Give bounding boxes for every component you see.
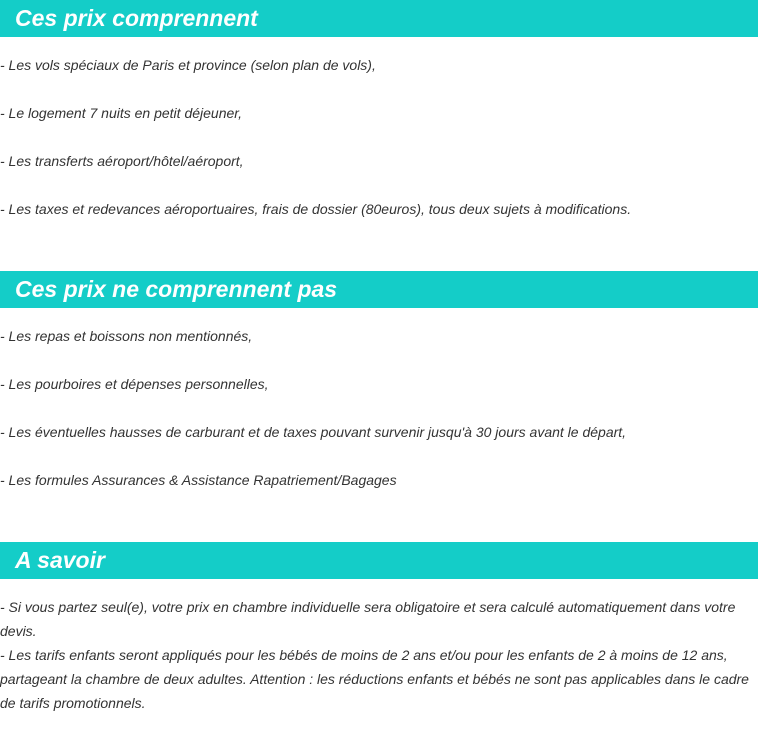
section-title-good-to-know: A savoir (15, 547, 105, 573)
list-item: - Les taxes et redevances aéroportuaires, frais de dossier (80euros), tous deux sujets à modifications. (0, 201, 632, 217)
list-item: - Les repas et boissons non mentionnés, (0, 328, 253, 344)
section-header-good-to-know (0, 542, 758, 579)
list-item: - Les vols spéciaux de Paris et province (selon plan de vols), (0, 57, 376, 73)
list-item: - Les éventuelles hausses de carburant et de taxes pouvant survenir jusqu'à 30 jours avant le départ, (0, 424, 627, 440)
list-item: - Le logement 7 nuits en petit déjeuner, (0, 105, 243, 121)
section-header-not-included (0, 271, 758, 308)
list-item: - Les pourboires et dépenses personnelles, (0, 376, 269, 392)
info-paragraph-children: - Les tarifs enfants seront appliqués pour les bébés de moins de 2 ans et/ou pour les enfants de 2 à moins de 12 ans, partageant la chambre de deux adultes. Attention : les réductions enfants et bébés ne sont pas applicables dans le cadre de tarifs promotionnels. (0, 647, 749, 711)
info-paragraph-solo: - Si vous partez seul(e), votre prix en chambre individuelle sera obligatoire et sera calculé automatiquement dans votre devis. (0, 599, 736, 639)
section-title-not-included: Ces prix ne comprennent pas (15, 276, 338, 302)
section-title-included: Ces prix comprennent (15, 5, 258, 31)
list-item: - Les formules Assurances & Assistance Rapatriement/Bagages (0, 472, 397, 488)
section-header-included (0, 0, 758, 37)
list-item: - Les transferts aéroport/hôtel/aéroport, (0, 153, 244, 169)
